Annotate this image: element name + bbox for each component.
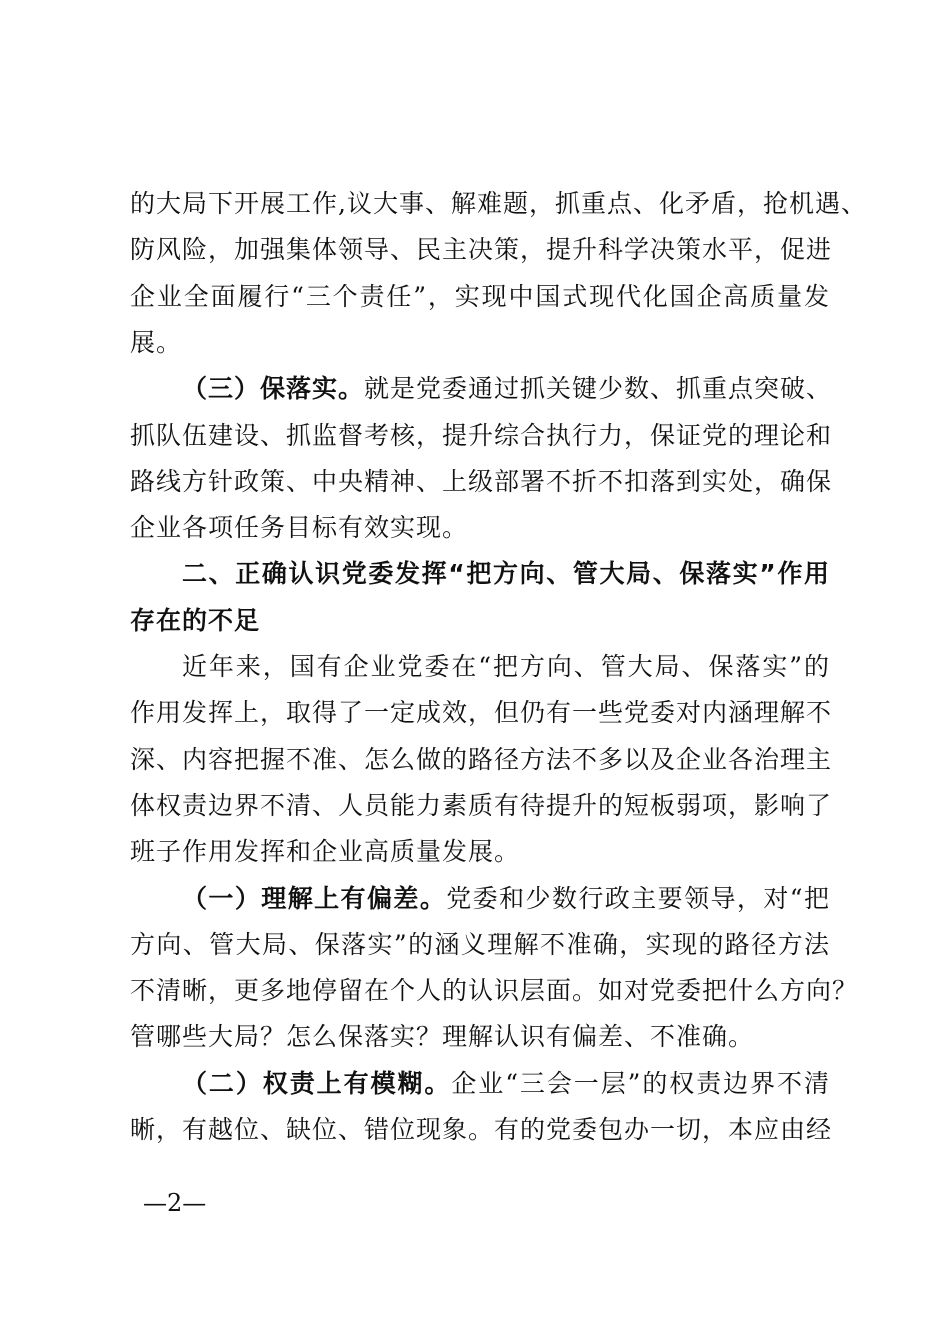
paragraph-line [130,743,833,777]
line-text: 企业各项任务目标有效实现。 [130,513,469,543]
line-text: 党委和少数行政主要领导，对“把 [446,883,830,913]
line-text: 企业“三会一层”的权责边界不清 [451,1068,830,1098]
paragraph-line [130,465,833,499]
paragraph-line [130,1067,830,1101]
line-text: 的大局下开展工作,议大事、解难题，抓重点、化矛盾，抢机遇、 [130,189,867,218]
paragraph-line [130,419,833,453]
line-text: 晰，有越位、缺位、错位现象。有的党委包办一切，本应由经 [130,1115,833,1144]
paragraph-line [130,835,830,869]
line-text: 路线方针政策、中央精神、上级部署不折不扣落到实处，确保 [130,466,833,496]
paragraph-line [130,1113,833,1147]
paragraph-line [130,882,830,916]
paragraph-line [130,650,830,684]
line-text: 不清晰，更多地停留在个人的认识层面。如对党委把什么方向？ [130,976,859,1006]
line-text: 体权责边界不清、人员能力素质有待提升的短板弱项，影响了 [130,790,833,820]
line-text: 防风险，加强集体领导、民主决策，提升科学决策水平，促进 [130,235,833,265]
paragraph-lead: （一）理解上有偏差。 [182,883,447,913]
paragraph-line [130,280,830,314]
paragraph-lead: （三）保落实。 [182,374,365,404]
page-number: —2— [143,1189,207,1217]
section-heading-line [130,604,830,638]
line-text: 抓队伍建设、抓监督考核，提升综合执行力，保证党的理论和 [130,420,833,450]
line-text: 近年来，国有企业党委在“把方向、管大局、保落实”的 [182,652,830,681]
line-text: 班子作用发挥和企业高质量发展。 [130,837,521,867]
line-text: 管哪些大局？怎么保落实？理解认识有偏差、不准确。 [130,1022,755,1052]
paragraph-line [130,696,833,730]
paragraph-line [130,789,833,823]
line-text: 就是党委通过抓关键少数、抓重点突破、 [364,374,833,404]
paragraph-line [130,928,830,962]
section-heading-line [130,557,830,591]
line-text: 存在的不足 [130,605,261,635]
paragraph-line [130,511,830,545]
paragraph-line [130,1020,830,1054]
paragraph-line [130,187,867,221]
line-text: 二、正确认识党委发挥“把方向、管大局、保落实”作用 [182,559,830,589]
paragraph-line [130,233,833,267]
line-text: 企业全面履行“三个责任”，实现中国式现代化国企高质量发 [130,281,830,311]
line-text: 展。 [130,327,183,357]
paragraph-line [130,326,830,360]
paragraph-line [130,974,859,1008]
line-text: 深、内容把握不准、怎么做的路径方法不多以及企业各治理主 [130,744,833,774]
paragraph-line [130,372,833,406]
line-text: 作用发挥上，取得了一定成效，但仍有一些党委对内涵理解不 [130,698,833,728]
line-text: 方向、管大局、保落实”的涵义理解不准确，实现的路径方法 [130,929,830,959]
paragraph-lead: （二）权责上有模糊。 [182,1068,452,1098]
